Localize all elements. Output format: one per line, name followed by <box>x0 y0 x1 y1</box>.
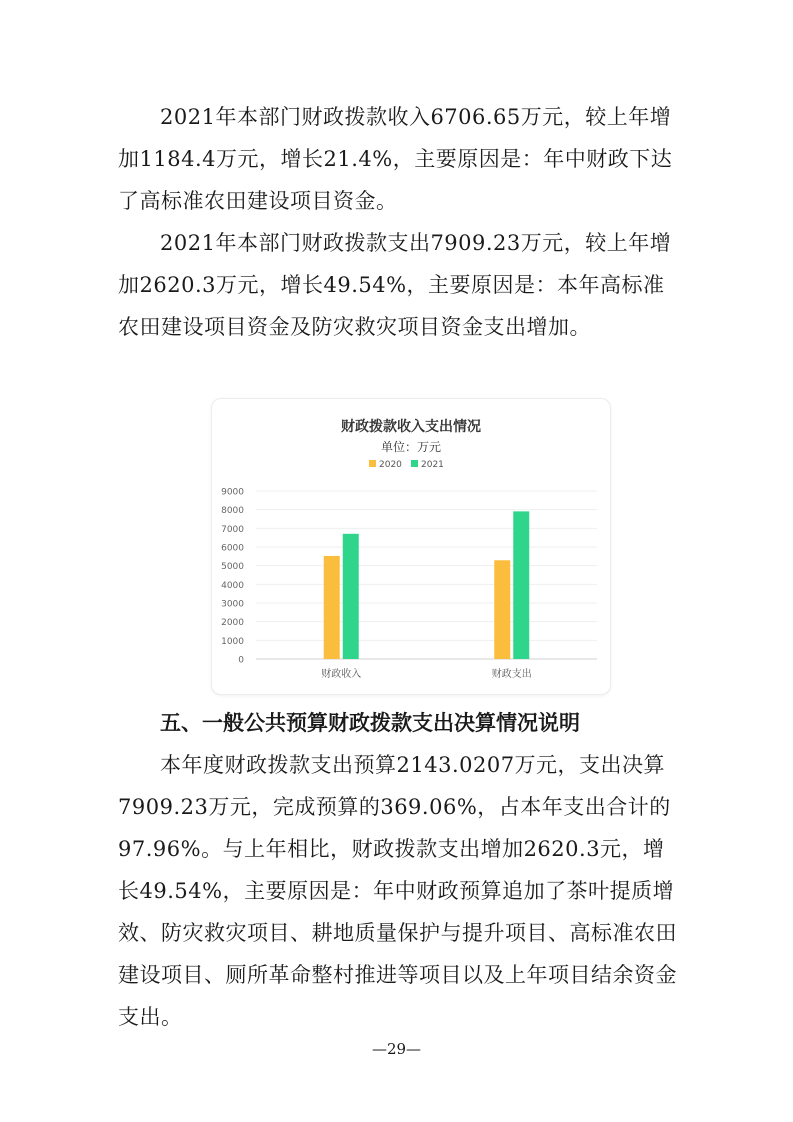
legend-label: 2020 <box>379 460 402 470</box>
chart-card <box>211 398 611 695</box>
paragraph-revenue: 2021年本部门财政拨款收入6706.65万元，较上年增加1184.4万元，增长21.4%，主要原因是：年中财政下达了高标准农田建设项目资金。 <box>118 105 673 213</box>
y-tick-label: 9000 <box>221 487 244 498</box>
y-tick-label: 5000 <box>221 562 244 573</box>
chart-legend <box>369 460 444 470</box>
y-tick-label: 3000 <box>221 599 244 610</box>
y-tick-label: 0 <box>238 655 244 666</box>
bar-chart <box>212 399 610 694</box>
legend-label: 2021 <box>421 460 444 470</box>
x-axis <box>321 667 532 680</box>
y-tick-label: 6000 <box>221 543 244 554</box>
paragraph-expenditure: 2021年本部门财政拨款支出7909.23万元，较上年增加2620.3万元，增长49.54%，主要原因是：本年高标准农田建设项目资金及防灾救灾项目资金支出增加。 <box>118 231 672 339</box>
chart-grid <box>256 491 597 659</box>
y-tick-label: 4000 <box>221 580 244 591</box>
legend-swatch-2021 <box>411 460 418 467</box>
bar-2020-0 <box>324 556 340 659</box>
section-heading: 五、一般公共预算财政拨款支出决算情况说明 <box>160 711 580 735</box>
y-tick-label: 8000 <box>221 506 244 517</box>
y-tick-label: 2000 <box>221 618 244 629</box>
y-axis <box>221 488 244 666</box>
chart-title: 财政拨款收入支出情况 <box>341 419 481 435</box>
chart-bars <box>324 511 530 659</box>
bar-2021-1 <box>513 511 529 659</box>
y-tick-label: 1000 <box>221 636 244 647</box>
page-number: —29— <box>371 1040 422 1058</box>
x-tick-label: 财政支出 <box>491 669 532 680</box>
bar-2021-0 <box>343 534 359 659</box>
x-tick-label: 财政收入 <box>321 669 362 680</box>
bar-2020-1 <box>494 560 510 659</box>
paragraph-budget-explanation: 本年度财政拨款支出预算2143.0207万元，支出决算7909.23万元，完成预算的369.06%，占本年支出合计的97.96%。与上年相比，财政拨款支出增加2620.3元，增长49.54%，主要原因是：年中财政预算追加了茶叶提质增效、防灾救灾项目、耕地质量保护与提升项目、高标准农田建设项目、厕所革命整村推进等项目以及上年项目结余资金支出。 <box>118 753 677 1029</box>
legend-swatch-2020 <box>369 460 376 467</box>
chart-subtitle: 单位：万元 <box>380 440 442 454</box>
y-tick-label: 7000 <box>221 524 244 535</box>
